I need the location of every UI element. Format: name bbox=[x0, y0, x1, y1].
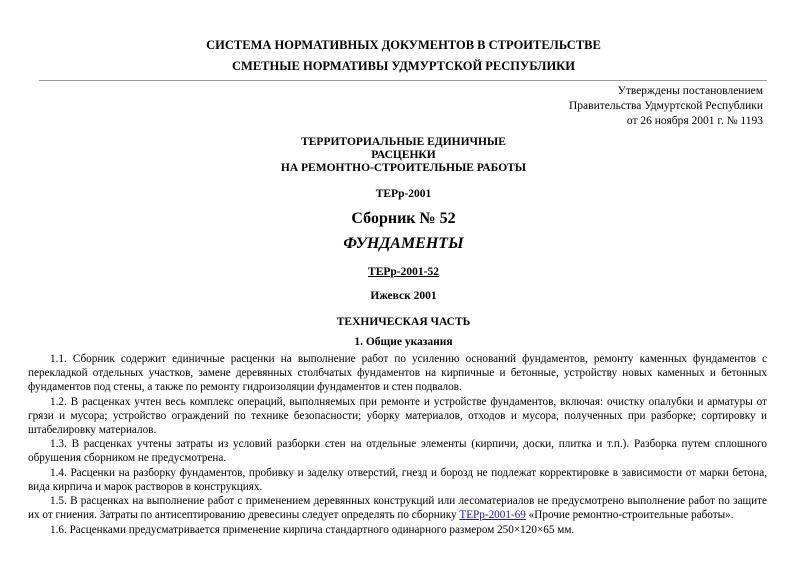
title-line-2: РАСЦЕНКИ bbox=[371, 149, 436, 161]
paragraph-1-5-text: 1.5. В расценках на выполнение работ с применением деревянных конструкций или лесоматериалов не предусмотрено выполнение работ по защите их от гниения. Затраты по антисептированию древесины следует определять по сборнику bbox=[28, 495, 767, 521]
paragraph-1-5-tail: «Прочие ремонтно-строительные работы». bbox=[525, 509, 734, 521]
approval-line-3: от 26 ноября 2001 г. № 1193 bbox=[626, 115, 763, 127]
collection-number: Сборник № 52 bbox=[351, 210, 456, 227]
body-text bbox=[28, 352, 767, 537]
header-norms-title: СМЕТНЫЕ НОРМАТИВЫ УДМУРТСКОЙ РЕСПУБЛИКИ bbox=[232, 59, 575, 73]
paragraph-1-6: 1.6. Расценками предусматривается применение кирпича стандартного одинарного размером 250×120×65 мм. bbox=[50, 523, 575, 536]
approval-block bbox=[569, 84, 763, 129]
header-system-title: СИСТЕМА НОРМАТИВНЫХ ДОКУМЕНТОВ В СТРОИТЕЛЬСТВЕ bbox=[206, 38, 601, 52]
paragraph-1-4: 1.4. Расценки на разборку фундаментов, пробивку и заделку отверстий, гнезд и борозд не подлежат корректировке в зависимости от марки бетона, вида кирпича и марок растворов в конструкциях. bbox=[28, 466, 767, 493]
document-number: ТЕРр-2001-52 bbox=[368, 266, 439, 278]
subsection-title: 1. Общие указания bbox=[354, 336, 453, 348]
approval-line-1: Утверждены постановлением bbox=[617, 85, 763, 97]
paragraph-1-3: 1.3. В расценках учтены затраты из условий разборки стен на отдельные элементы (кирпичи, доски, плитка и т.п.). Разборка путем сплошного обрушения сборником не предусмотрена. bbox=[28, 438, 767, 464]
approval-line-2: Правительства Удмуртской Республики bbox=[569, 100, 763, 112]
paragraph-1-2: 1.2. В расценках учтен весь комплекс операций, выполняемых при ремонте и устройстве фундаментов, включая: очистку опалубки и арматуры от грязи и мусора; устройство ограждений по технике безопасности; уборку материалов, отходов и мусора, полученных при разборке; сортировку и штабелировку материалов. bbox=[28, 395, 767, 436]
header-divider bbox=[39, 80, 767, 81]
collection-subject: ФУНДАМЕНТЫ bbox=[343, 235, 464, 252]
paragraph-1-5 bbox=[28, 494, 767, 522]
document-title bbox=[0, 136, 807, 175]
city-year: Ижевск 2001 bbox=[370, 290, 437, 302]
paragraph-1-1: 1.1. Сборник содержит единичные расценки на выполнение работ по усилению оснований фундаментов, ремонту каменных фундаментов с перекладкой отдельных участков, замене деревянных столбчатых фундаментов на кирпичные и бетонные, устройству новых каменных и бетонных фундаментов под стены, а также по ремонту гидроизоляции фундаментов и стен подвалов. bbox=[28, 353, 767, 393]
collection-link[interactable]: ТЕРр-2001-69 bbox=[459, 509, 526, 521]
document-code: ТЕРр-2001 bbox=[375, 188, 432, 200]
title-line-1: ТЕРРИТОРИАЛЬНЫЕ ЕДИНИЧНЫЕ bbox=[301, 136, 506, 148]
section-title: ТЕХНИЧЕСКАЯ ЧАСТЬ bbox=[336, 316, 471, 328]
title-line-3: НА РЕМОНТНО-СТРОИТЕЛЬНЫЕ РАБОТЫ bbox=[280, 162, 527, 174]
